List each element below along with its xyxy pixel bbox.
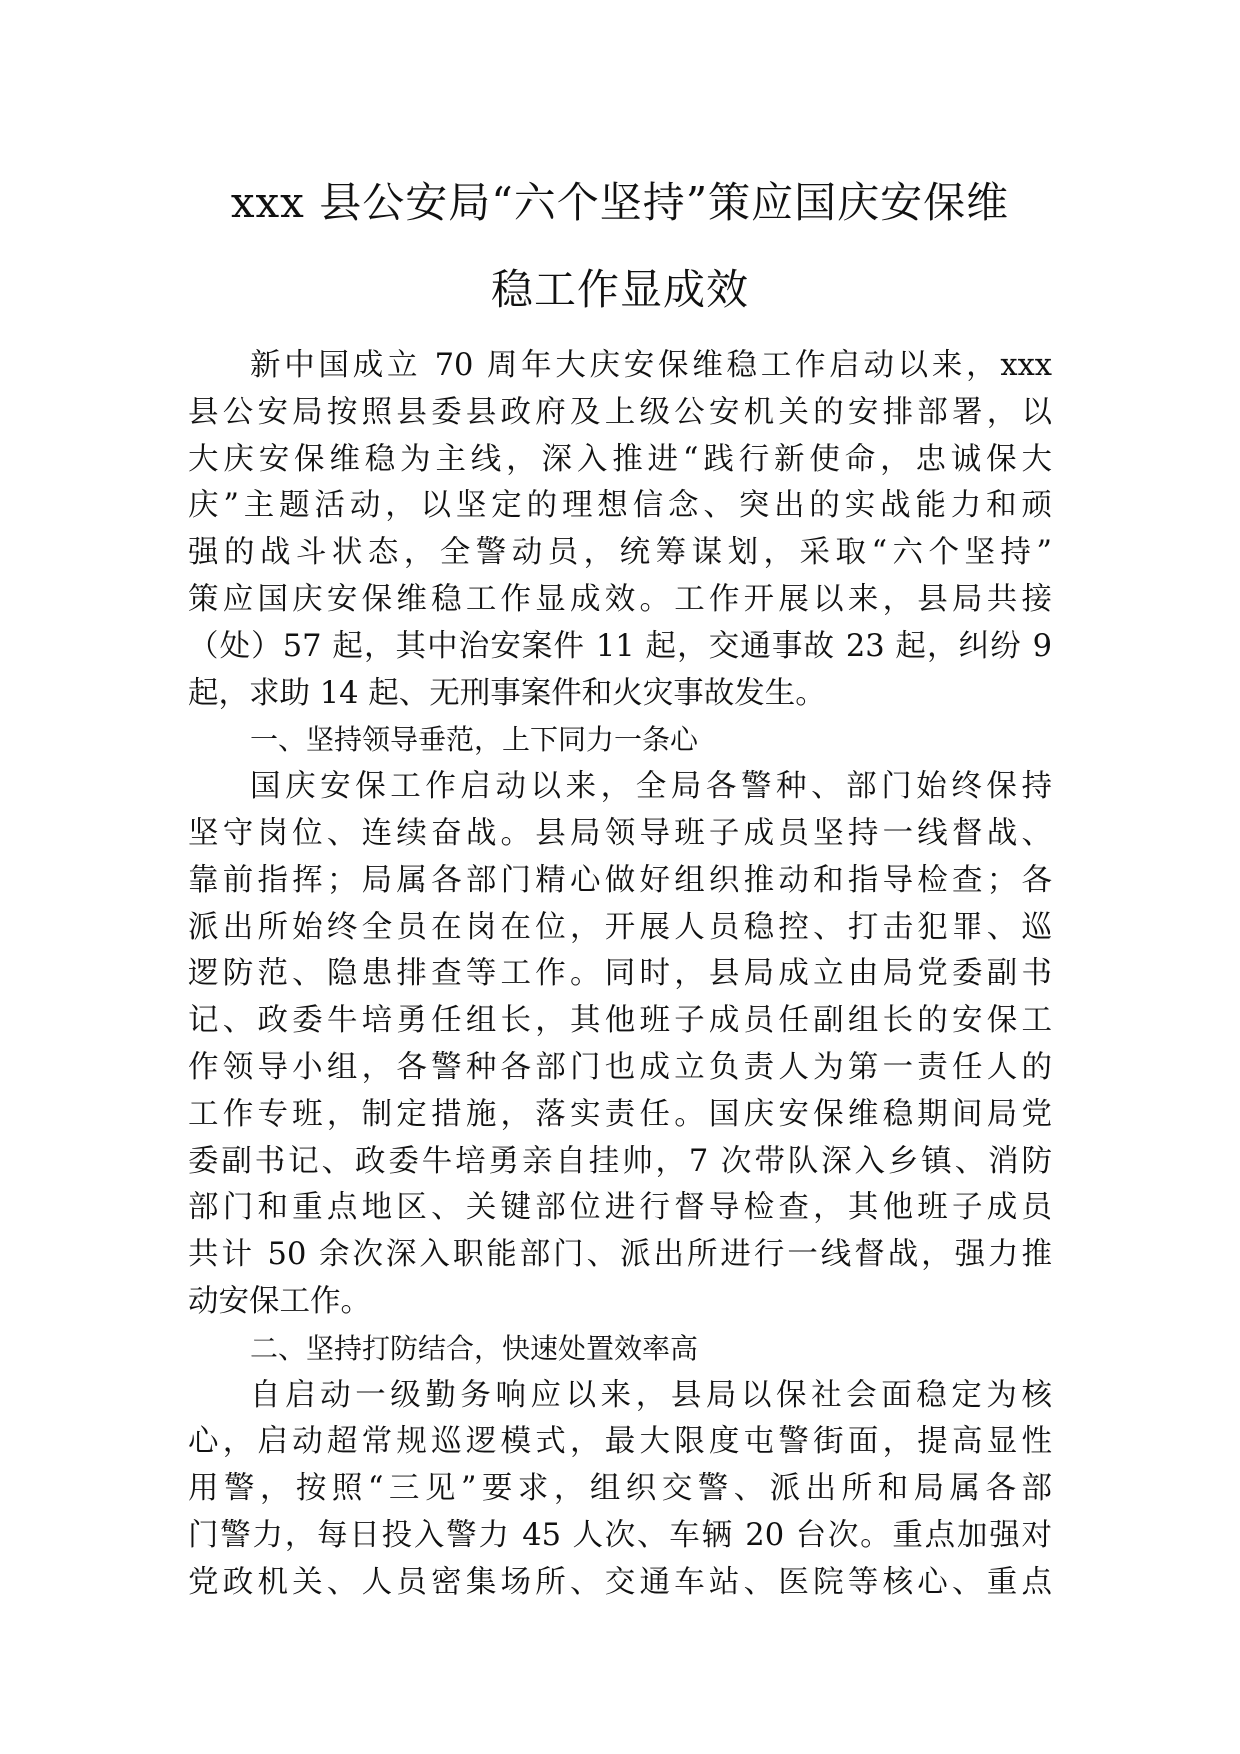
paragraph-line: 大庆安保维稳为主线，深入推进“践行新使命，忠诚保大	[188, 441, 1052, 477]
paragraph-line: 新中国成立 70 周年大庆安保维稳工作启动以来，xxx	[250, 348, 1052, 383]
section-heading: 一、坚持领导垂范，上下同力一条心	[250, 723, 699, 757]
paragraph-line: 县公安局按照县委县政府及上级公安机关的安排部署，以	[188, 394, 1052, 430]
paragraph-line: 自启动一级勤务响应以来，县局以保社会面稳定为核	[250, 1377, 1052, 1413]
paragraph-line: 靠前指挥；局属各部门精心做好组织推动和指导检查；各	[188, 862, 1052, 898]
paragraph-line: 派出所始终全员在岗在位，开展人员稳控、打击犯罪、巡	[188, 909, 1052, 945]
section-heading: 二、坚持打防结合，快速处置效率高	[250, 1331, 699, 1365]
paragraph-line: 国庆安保工作启动以来，全局各警种、部门始终保持	[250, 769, 1052, 805]
paragraph-line: 庆”主题活动，以坚定的理想信念、突出的实战能力和顽	[188, 488, 1052, 524]
paragraph-line: 作领导小组，各警种各部门也成立负责人为第一责任人的	[188, 1049, 1052, 1085]
paragraph-line: 用警，按照“三见”要求，组织交警、派出所和局属各部	[188, 1471, 1052, 1507]
paragraph-line: 部门和重点地区、关键部位进行督导检查，其他班子成员	[188, 1190, 1052, 1226]
paragraph-line: 逻防范、隐患排查等工作。同时，县局成立由局党委副书	[188, 956, 1052, 992]
paragraph-line: 党政机关、人员密集场所、交通车站、医院等核心、重点	[188, 1564, 1052, 1600]
paragraph-line: 强的战斗状态，全警动员，统筹谋划，采取“六个坚持”	[188, 535, 1052, 571]
paragraph-line: 策应国庆安保维稳工作显成效。工作开展以来，县局共接	[188, 581, 1052, 617]
paragraph-line: 共计 50 余次深入职能部门、派出所进行一线督战，强力推	[188, 1237, 1052, 1273]
document-body	[188, 343, 1052, 1607]
paragraph-line: 记、政委牛培勇任组长，其他班子成员任副组长的安保工	[188, 1003, 1052, 1039]
document-title-line-2: 稳工作显成效	[490, 265, 749, 314]
paragraph-line: 工作专班，制定措施，落实责任。国庆安保维稳期间局党	[188, 1096, 1052, 1132]
paragraph-line: 起，求助 14 起、无刑事案件和火灾事故发生。	[188, 675, 826, 711]
paragraph-line: 坚守岗位、连续奋战。县局领导班子成员坚持一线督战、	[188, 815, 1052, 851]
paragraph-line: （处）57 起，其中治安案件 11 起，交通事故 23 起，纠纷 9	[188, 628, 1052, 664]
paragraph-line: 门警力，每日投入警力 45 人次、车辆 20 台次。重点加强对	[188, 1517, 1052, 1553]
document-title-line-1: xxx 县公安局“六个坚持”策应国庆安保维	[230, 178, 1010, 227]
paragraph-line: 动安保工作。	[188, 1283, 371, 1319]
paragraph-line: 心，启动超常规巡逻模式，最大限度屯警街面，提高显性	[188, 1424, 1052, 1460]
paragraph-line: 委副书记、政委牛培勇亲自挂帅，7 次带队深入乡镇、消防	[188, 1143, 1052, 1179]
